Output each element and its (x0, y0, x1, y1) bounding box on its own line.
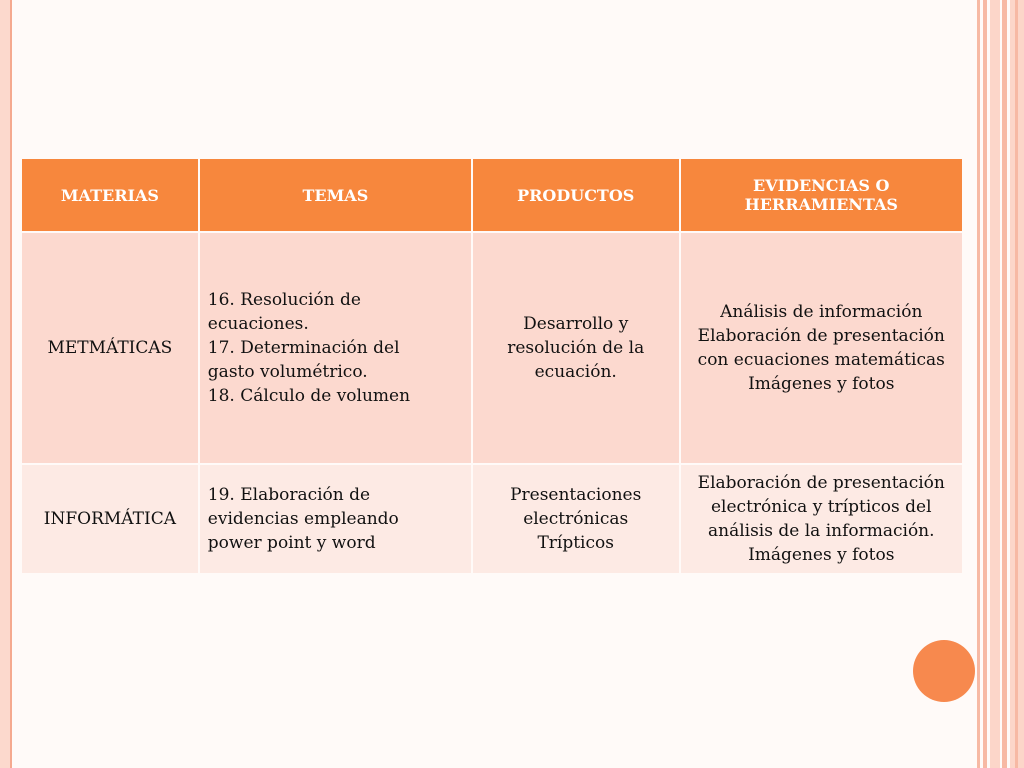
evidencia-line: Imágenes y fotos (748, 545, 895, 565)
cell-temas (200, 233, 471, 463)
tema-line: ecuaciones. (207, 314, 309, 334)
tema-line: 18. Cálculo de volumen (207, 386, 411, 406)
header-temas: TEMAS (200, 159, 471, 231)
decorative-circle-icon (913, 640, 975, 702)
tema-line: evidencias empleando (207, 509, 399, 529)
tema-line: power point y word (207, 533, 376, 553)
evidencia-line: Elaboración de presentación (697, 473, 945, 493)
left-border-line (10, 0, 12, 768)
evidencia-line: análisis de la información. (707, 521, 935, 541)
header-productos: PRODUCTOS (473, 159, 679, 231)
table-header-row (22, 159, 962, 231)
producto-line: electrónicas (523, 509, 629, 529)
header-materias: MATERIAS (22, 159, 198, 231)
header-evidencias-text: EVIDENCIAS O HERRAMIENTAS (744, 176, 898, 214)
right-border-stripe (983, 0, 987, 768)
producto-line: Presentaciones (510, 485, 642, 505)
cell-materia: INFORMÁTICA (22, 465, 198, 573)
subjects-table (20, 157, 964, 575)
tema-line: 16. Resolución de (207, 290, 361, 310)
producto-line: Desarrollo y (523, 314, 629, 334)
cell-temas (200, 465, 471, 573)
tema-line: 17. Determinación del (207, 338, 400, 358)
evidencia-line: con ecuaciones matemáticas (697, 350, 945, 370)
right-border-stripe (1015, 0, 1018, 768)
evidencia-line: Análisis de información (720, 302, 923, 322)
evidencia-line: electrónica y trípticos del (710, 497, 932, 517)
right-border-stripe (1002, 0, 1007, 768)
tema-line: gasto volumétrico. (207, 362, 368, 382)
evidencia-line: Elaboración de presentación (697, 326, 945, 346)
right-border-stripe (977, 0, 980, 768)
evidencia-line: Imágenes y fotos (748, 374, 895, 394)
producto-line: Trípticos (537, 533, 614, 553)
right-border-stripe (990, 0, 1000, 768)
table-row (22, 233, 962, 463)
cell-evidencias (681, 465, 962, 573)
table-row (22, 465, 962, 573)
header-evidencias (681, 159, 962, 231)
left-border-decoration (0, 0, 10, 768)
cell-productos (473, 233, 679, 463)
cell-materia: METMÁTICAS (22, 233, 198, 463)
tema-line: 19. Elaboración de (207, 485, 371, 505)
producto-line: resolución de la (507, 338, 645, 358)
cell-evidencias (681, 233, 962, 463)
cell-productos (473, 465, 679, 573)
producto-line: ecuación. (534, 362, 617, 382)
